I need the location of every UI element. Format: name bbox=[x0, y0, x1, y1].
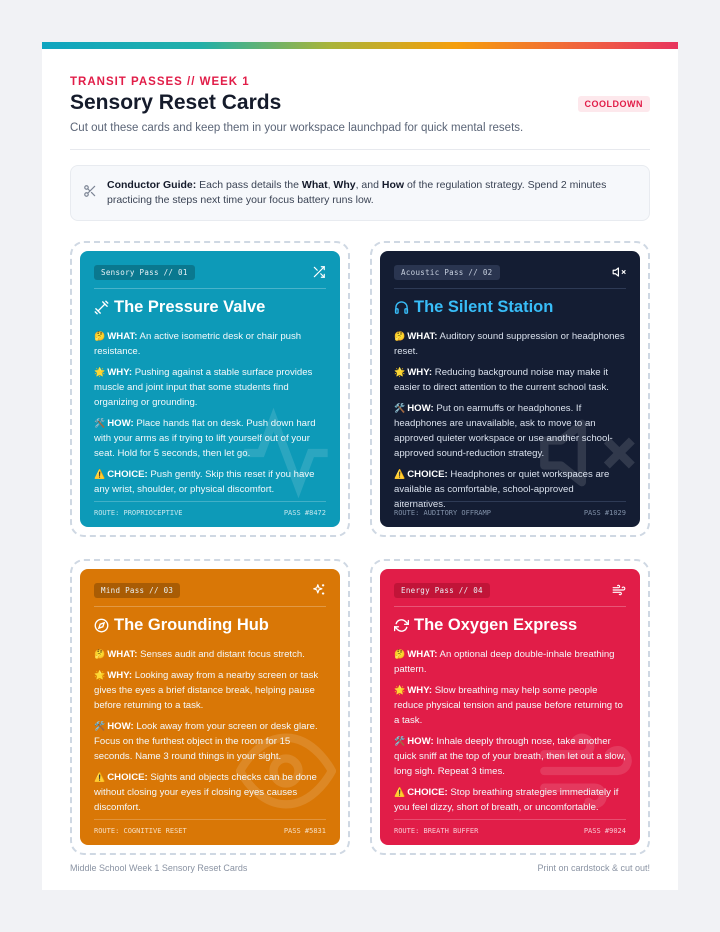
volume-mute-icon bbox=[612, 265, 626, 279]
how-text: Place hands flat on desk. Push down hard with your arms as if trying to lift yourself out of your seat. Hold for 5 seconds, then let go. bbox=[94, 418, 316, 459]
choice-text: Sights and objects checks can be done without closing your eyes if closing eyes causes discomfort. bbox=[94, 772, 317, 813]
choice-label: CHOICE: bbox=[107, 469, 148, 480]
warning-emoji-icon: ⚠️ bbox=[394, 787, 406, 797]
card-body bbox=[94, 329, 328, 503]
sparkles-icon bbox=[312, 583, 326, 597]
card-title-text: The Grounding Hub bbox=[114, 616, 269, 634]
thinking-emoji-icon: 🤔 bbox=[94, 331, 106, 341]
thinking-emoji-icon: 🤔 bbox=[94, 649, 106, 659]
card-pass-pill: Acoustic Pass // 02 bbox=[394, 265, 500, 280]
card-divider bbox=[94, 606, 326, 607]
refresh-icon bbox=[394, 618, 409, 633]
why-label: WHY: bbox=[407, 367, 433, 378]
card-cutout-3 bbox=[70, 559, 350, 855]
dumbbell-icon bbox=[94, 300, 109, 315]
card-cutout-2 bbox=[370, 241, 650, 537]
scissors-icon bbox=[83, 184, 97, 198]
tools-emoji-icon: 🛠️ bbox=[94, 721, 106, 731]
guide-text bbox=[107, 178, 609, 208]
what-text: An active isometric desk or chair push resistance. bbox=[94, 331, 302, 357]
guide-label: Conductor Guide: bbox=[107, 179, 197, 191]
thinking-emoji-icon: 🤔 bbox=[394, 649, 406, 659]
why-text: Reducing background noise may make it easier to direct attention to the current school task. bbox=[394, 367, 609, 393]
card-route: ROUTE: AUDITORY OFFRAMP bbox=[394, 509, 491, 517]
why-label: WHY: bbox=[107, 670, 133, 681]
card-title-text: The Pressure Valve bbox=[114, 298, 266, 316]
compass-icon bbox=[94, 618, 109, 633]
shuffle-icon bbox=[312, 265, 326, 279]
card-title bbox=[94, 298, 265, 317]
sparkle-emoji-icon: 🌟 bbox=[94, 367, 106, 377]
card-pass-number: PASS #1029 bbox=[583, 509, 626, 517]
card-pass-pill: Sensory Pass // 01 bbox=[94, 265, 195, 280]
worksheet-page bbox=[42, 42, 678, 890]
card-route: ROUTE: COGNITIVE RESET bbox=[94, 827, 187, 835]
tools-emoji-icon: 🛠️ bbox=[394, 736, 406, 746]
card-pass-pill: Mind Pass // 03 bbox=[94, 583, 180, 598]
what-label: WHAT: bbox=[407, 331, 438, 342]
card-pass-number: PASS #9024 bbox=[583, 827, 626, 835]
sparkle-emoji-icon: 🌟 bbox=[394, 367, 406, 377]
how-label: HOW: bbox=[107, 721, 134, 732]
card-pass-number: PASS #5831 bbox=[283, 827, 326, 835]
eyebrow-label: TRANSIT PASSES // WEEK 1 bbox=[70, 76, 250, 88]
warning-emoji-icon: ⚠️ bbox=[94, 772, 106, 782]
how-text: Inhale deeply through nose, take another quick sniff at the top of your breath, then let out a slow, long sigh. Repeat 3 times. bbox=[394, 736, 626, 777]
grounding-hub-card bbox=[80, 569, 340, 845]
card-title bbox=[394, 298, 553, 317]
guide-why: Why bbox=[333, 179, 356, 191]
guide-what: What bbox=[301, 179, 328, 191]
wind-icon bbox=[612, 583, 626, 597]
choice-text: Headphones or quiet workspaces are available as comfortable, school-approved alternatives. bbox=[394, 469, 610, 510]
how-label: HOW: bbox=[407, 736, 434, 747]
card-footer bbox=[94, 501, 326, 517]
card-title-text: The Oxygen Express bbox=[414, 616, 578, 634]
why-text: Slow breathing may help some people reduce physical tension and pause before returning to a task. bbox=[394, 685, 623, 726]
warning-emoji-icon: ⚠️ bbox=[94, 469, 106, 479]
guide-how: How bbox=[381, 179, 405, 191]
warning-emoji-icon: ⚠️ bbox=[394, 469, 406, 479]
why-label: WHY: bbox=[407, 685, 433, 696]
card-body bbox=[94, 647, 328, 821]
card-cutout-4 bbox=[370, 559, 650, 855]
tools-emoji-icon: 🛠️ bbox=[394, 403, 406, 413]
card-footer bbox=[394, 501, 626, 517]
guide-sep2: , and bbox=[355, 179, 382, 191]
page-footer bbox=[70, 863, 650, 873]
thinking-emoji-icon: 🤔 bbox=[394, 331, 406, 341]
card-divider bbox=[394, 288, 626, 289]
guide-text-b: of the regulation strategy. Spend 2 minutes practicing the steps next time your focus battery runs low. bbox=[107, 179, 607, 206]
pressure-valve-card bbox=[80, 251, 340, 527]
choice-label: CHOICE: bbox=[407, 469, 448, 480]
what-label: WHAT: bbox=[107, 649, 138, 660]
guide-sep1: , bbox=[327, 179, 334, 191]
sparkle-emoji-icon: 🌟 bbox=[94, 670, 106, 680]
why-text: Pushing against a stable surface provides muscle and joint input that some students find organizing or grounding. bbox=[94, 367, 313, 408]
how-text: Put on earmuffs or headphones. If headphones are unavailable, ask to move to an approved quieter workspace or use another school-approved sound-reduction strategy. bbox=[394, 403, 613, 459]
what-label: WHAT: bbox=[107, 331, 138, 342]
card-cutout-1 bbox=[70, 241, 350, 537]
footer-left-text: Middle School Week 1 Sensory Reset Cards bbox=[70, 863, 248, 873]
oxygen-express-card bbox=[380, 569, 640, 845]
gradient-top-bar bbox=[42, 42, 678, 49]
card-body bbox=[394, 647, 628, 821]
how-label: HOW: bbox=[407, 403, 434, 414]
card-body bbox=[394, 329, 628, 518]
card-divider bbox=[94, 288, 326, 289]
what-text: Auditory sound suppression or headphones reset. bbox=[394, 331, 625, 357]
page-title: Sensory Reset Cards bbox=[70, 91, 282, 114]
what-label: WHAT: bbox=[407, 649, 438, 660]
choice-label: CHOICE: bbox=[407, 787, 448, 798]
choice-label: CHOICE: bbox=[107, 772, 148, 783]
how-text: Look away from your screen or desk glare. Focus on the furthest object in the room for 15 seconds. Name 3 round things in your sight. bbox=[94, 721, 318, 762]
headphones-icon bbox=[394, 300, 409, 315]
why-text: Looking away from a nearby screen or task gives the eyes a brief distance break, helping pause before returning to a task. bbox=[94, 670, 319, 711]
how-label: HOW: bbox=[107, 418, 134, 429]
card-route: ROUTE: BREATH BUFFER bbox=[394, 827, 479, 835]
what-text: Senses audit and distant focus stretch. bbox=[137, 649, 305, 660]
what-text: An optional deep double-inhale breathing pattern. bbox=[394, 649, 615, 675]
why-label: WHY: bbox=[107, 367, 133, 378]
page-subtitle: Cut out these cards and keep them in your workspace launchpad for quick mental resets. bbox=[70, 122, 524, 134]
card-footer bbox=[94, 819, 326, 835]
card-pass-pill: Energy Pass // 04 bbox=[394, 583, 490, 598]
header-divider bbox=[70, 149, 650, 150]
silent-station-card bbox=[380, 251, 640, 527]
card-footer bbox=[394, 819, 626, 835]
card-title bbox=[394, 616, 577, 635]
cooldown-badge: COOLDOWN bbox=[578, 96, 651, 112]
card-title bbox=[94, 616, 269, 635]
guide-text-a: Each pass details the bbox=[196, 179, 302, 191]
card-title-text: The Silent Station bbox=[414, 298, 554, 316]
choice-text: Stop breathing strategies immediately if you feel dizzy, short of breath, or uncomfortable. bbox=[394, 787, 619, 813]
footer-right-text: Print on cardstock & cut out! bbox=[537, 863, 650, 873]
sparkle-emoji-icon: 🌟 bbox=[394, 685, 406, 695]
choice-text: Push gently. Skip this reset if you have any wrist, shoulder, or physical discomfort. bbox=[94, 469, 315, 495]
tools-emoji-icon: 🛠️ bbox=[94, 418, 106, 428]
card-pass-number: PASS #8472 bbox=[283, 509, 326, 517]
card-route: ROUTE: PROPRIOCEPTIVE bbox=[94, 509, 183, 517]
card-divider bbox=[394, 606, 626, 607]
conductor-guide bbox=[70, 165, 650, 221]
